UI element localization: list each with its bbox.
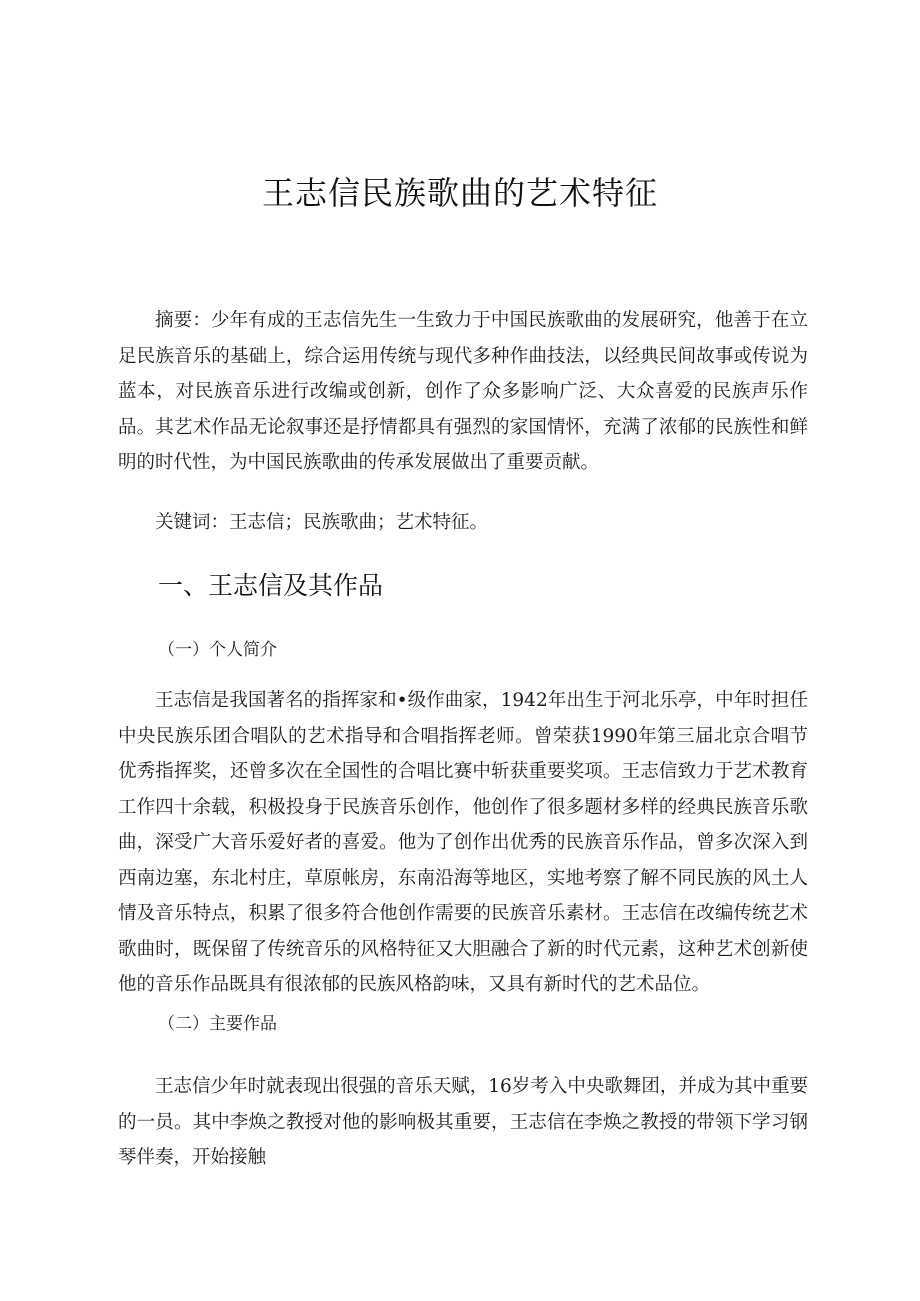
works-paragraph: 王志信少年时就表现出很强的音乐天赋，16岁考入中央歌舞团，并成为其中重要的一员。其中李焕之教授对他的影响极其重要，王志信在李焕之教授的带领下学习钢琴伴奏，开始接触 (118, 1076, 808, 1168)
document-title: 王志信民族歌曲的艺术特征 (261, 174, 658, 212)
keywords-paragraph: 关键词：王志信；民族歌曲；艺术特征。 (155, 512, 489, 533)
biography-paragraph: 王志信是我国著名的指挥家和•级作曲家，1942年出生于河北乐亭，中年时担任中央民族乐团合唱队的艺术指导和合唱指挥老师。曾荣获1990年第三届北京合唱节优秀指挥奖，还曾多次在全国性的合唱比赛中斩获重要奖项。王志信致力于艺术教育工作四十余载，积极投身于民族音乐创作，他创作了很多题材多样的经典民族音乐歌曲，深受广大音乐爱好者的喜爱。他为了创作出优秀的民族音乐作品，曾多次深入到西南边塞，东北村庄，草原帐房，东南沿海等地区，实地考察了解不同民族的风土人情及音乐特点，积累了很多符合他创作需要的民族音乐素材。王志信在改编传统艺术歌曲时，既保留了传统音乐的风格特征又大胆融合了新的时代元素，这种艺术创新使他的音乐作品既具有很浓郁的民族风格韵味，又具有新时代的艺术品位。 (118, 690, 808, 995)
section-heading-1: 一、王志信及其作品 (158, 571, 384, 600)
subsection-heading-works: （二）主要作品 (158, 1014, 277, 1034)
subsection-heading-biography: （一）个人简介 (158, 640, 277, 660)
abstract-paragraph: 摘要：少年有成的王志信先生一生致力于中国民族歌曲的发展研究，他善于在立足民族音乐的基础上，综合运用传统与现代多种作曲技法，以经典民间故事或传说为蓝本，对民族音乐进行改编或创新，创作了众多影响广泛、大众喜爱的民族声乐作品。其艺术作品无论叙事还是抒情都具有强烈的家国情怀，充满了浓郁的民族性和鲜明的时代性，为中国民族歌曲的传承发展做出了重要贡献。 (118, 310, 808, 473)
